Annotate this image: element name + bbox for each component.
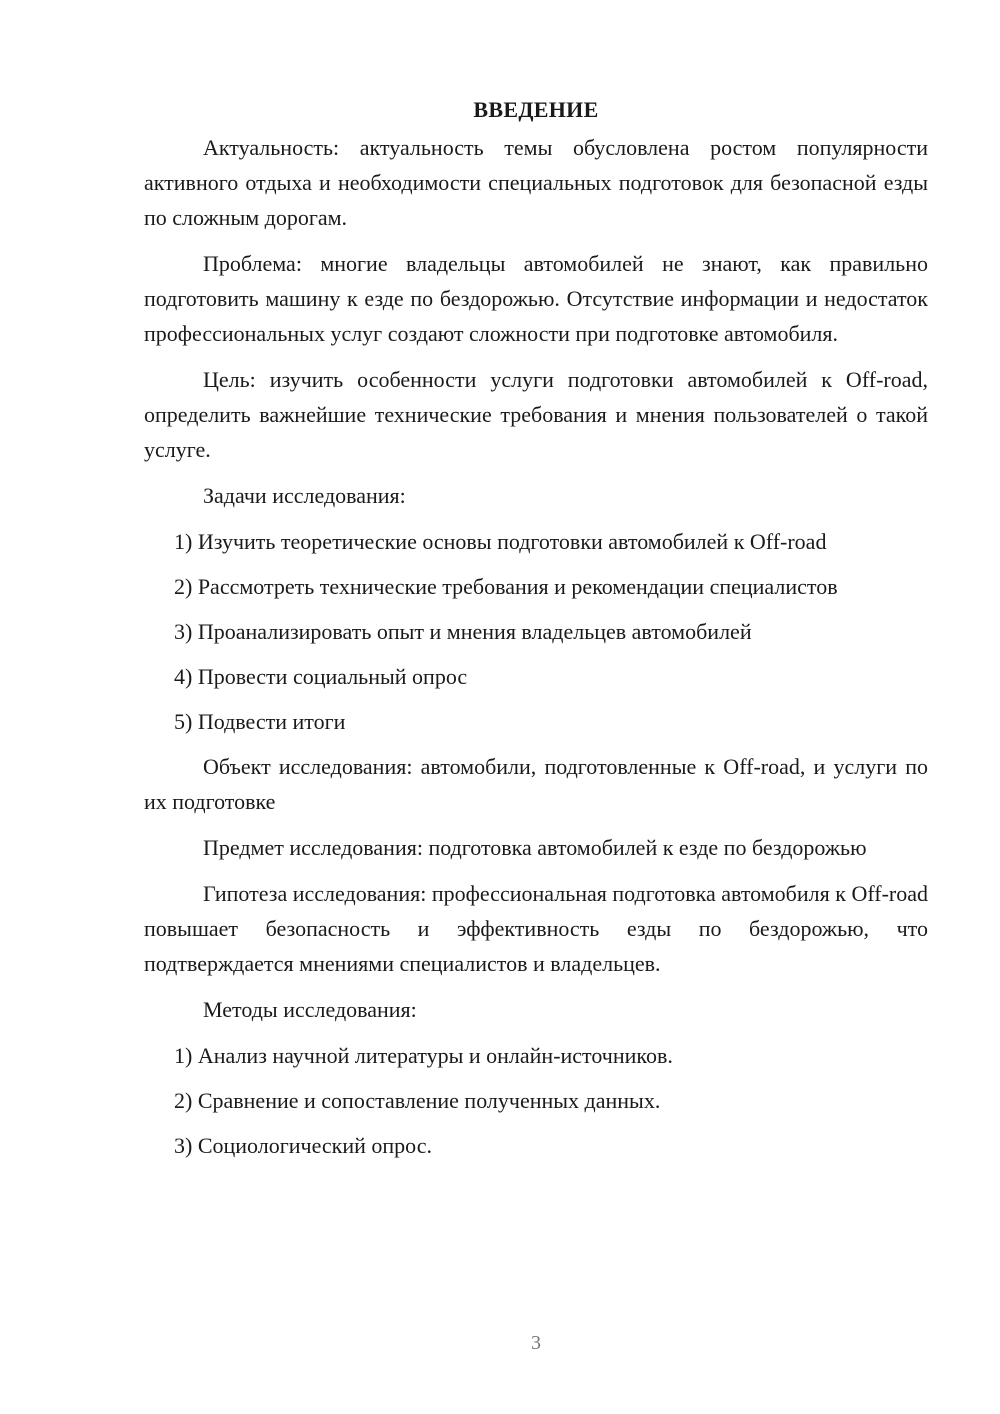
task-item: 1) Изучить теоретические основы подготовки автомобилей к Off-road [174,529,827,554]
hypothesis-paragraph: Гипотеза исследования: профессиональная подготовка автомобиля к Off-road повышает безопасность и эффективность езды по бездорожью, что подтверждается мнениями специалистов и владельцев. [144,881,928,976]
problem-paragraph: Проблема: многие владельцы автомобилей не знают, как правильно подготовить машину к езде по бездорожью. Отсутствие информации и недостаток профессиональных услуг создают сложности при подготовке автомобиля. [144,251,928,346]
task-item: 4) Провести социальный опрос [174,664,468,689]
document-page [144,92,928,1173]
goal-paragraph: Цель: изучить особенности услуги подготовки автомобилей к Off-road, определить важнейшие технические требования и мнения пользователей о такой услуге. [144,367,928,462]
page-number: 3 [531,1332,541,1354]
task-item: 5) Подвести итоги [174,709,346,734]
tasks-list [144,524,928,739]
methods-title: Методы исследования: [203,997,417,1022]
method-item: 1) Анализ научной литературы и онлайн-источников. [174,1043,673,1068]
method-item: 3) Социологический опрос. [174,1133,432,1158]
method-item: 2) Сравнение и сопоставление полученных данных. [174,1088,661,1113]
methods-list [144,1038,928,1163]
task-item: 3) Проанализировать опыт и мнения владельцев автомобилей [174,619,752,644]
subject-paragraph: Предмет исследования: подготовка автомобилей к езде по бездорожью [203,835,867,860]
task-item: 2) Рассмотреть технические требования и рекомендации специалистов [174,574,838,599]
object-paragraph: Объект исследования: автомобили, подготовленные к Off-road, и услуги по их подготовке [144,754,928,814]
tasks-title: Задачи исследования: [203,483,406,508]
relevance-paragraph: Актуальность: актуальность темы обусловлена ростом популярности активного отдыха и необходимости специальных подготовок для безопасной езды по сложным дорогам. [144,135,928,230]
section-heading: ВВЕДЕНИЕ [473,97,599,122]
